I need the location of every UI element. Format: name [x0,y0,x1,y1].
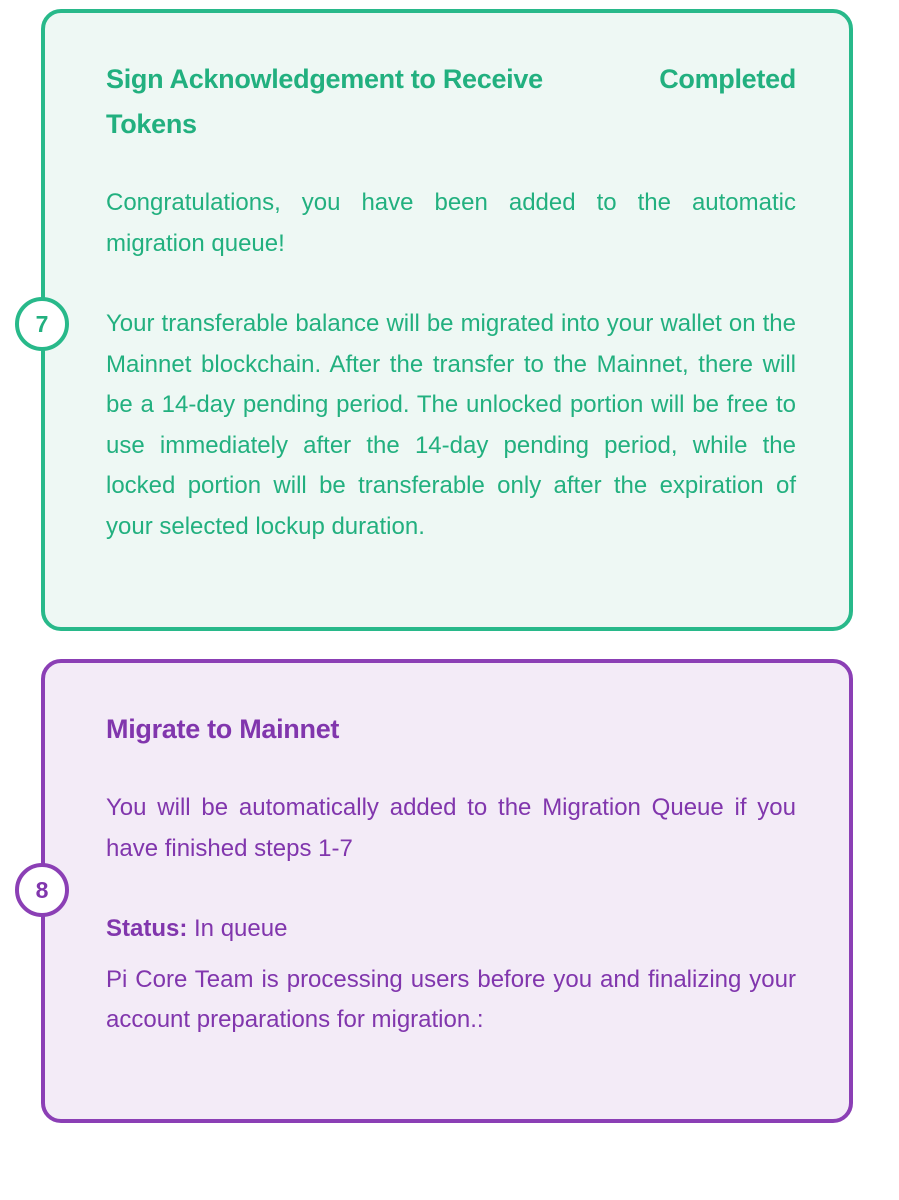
step-8-content [106,707,796,1041]
step-8-paragraph-2: Pi Core Team is processing users before you and finalizing your account preparations for migration.: [106,965,796,1033]
step-7-content [106,57,796,547]
step-7-paragraph-2: Your transferable balance will be migrated into your wallet on the Mainnet blockchain. After the transfer to the Mainnet, there will be a 14-day pending period. The unlocked portion will be free to use immediately after the 14-day pending period, while the locked portion will be transferable only after the expiration of your selected lockup duration. [106,310,796,540]
step-7-number-badge: 7 [15,297,69,351]
step-8-status-label: Status: [106,915,188,942]
step-7-card [35,9,853,631]
step-7-title: Sign Acknowledgement to Receive Tokens [106,64,543,139]
step-8-title: Migrate to Mainnet [106,714,340,744]
step-8-status-value: In queue [194,915,288,942]
step-8-card [35,659,853,1123]
step-7-status: Completed [659,64,796,94]
step-8-paragraph-1: You will be automatically added to the Migration Queue if you have finished steps 1-7 [106,794,796,862]
step-7-paragraph-1: Congratulations, you have been added to the automatic migration queue! [106,189,796,257]
step-7-header [106,57,796,147]
step-8-status-line [106,909,796,950]
step-8-number-badge: 8 [15,863,69,917]
